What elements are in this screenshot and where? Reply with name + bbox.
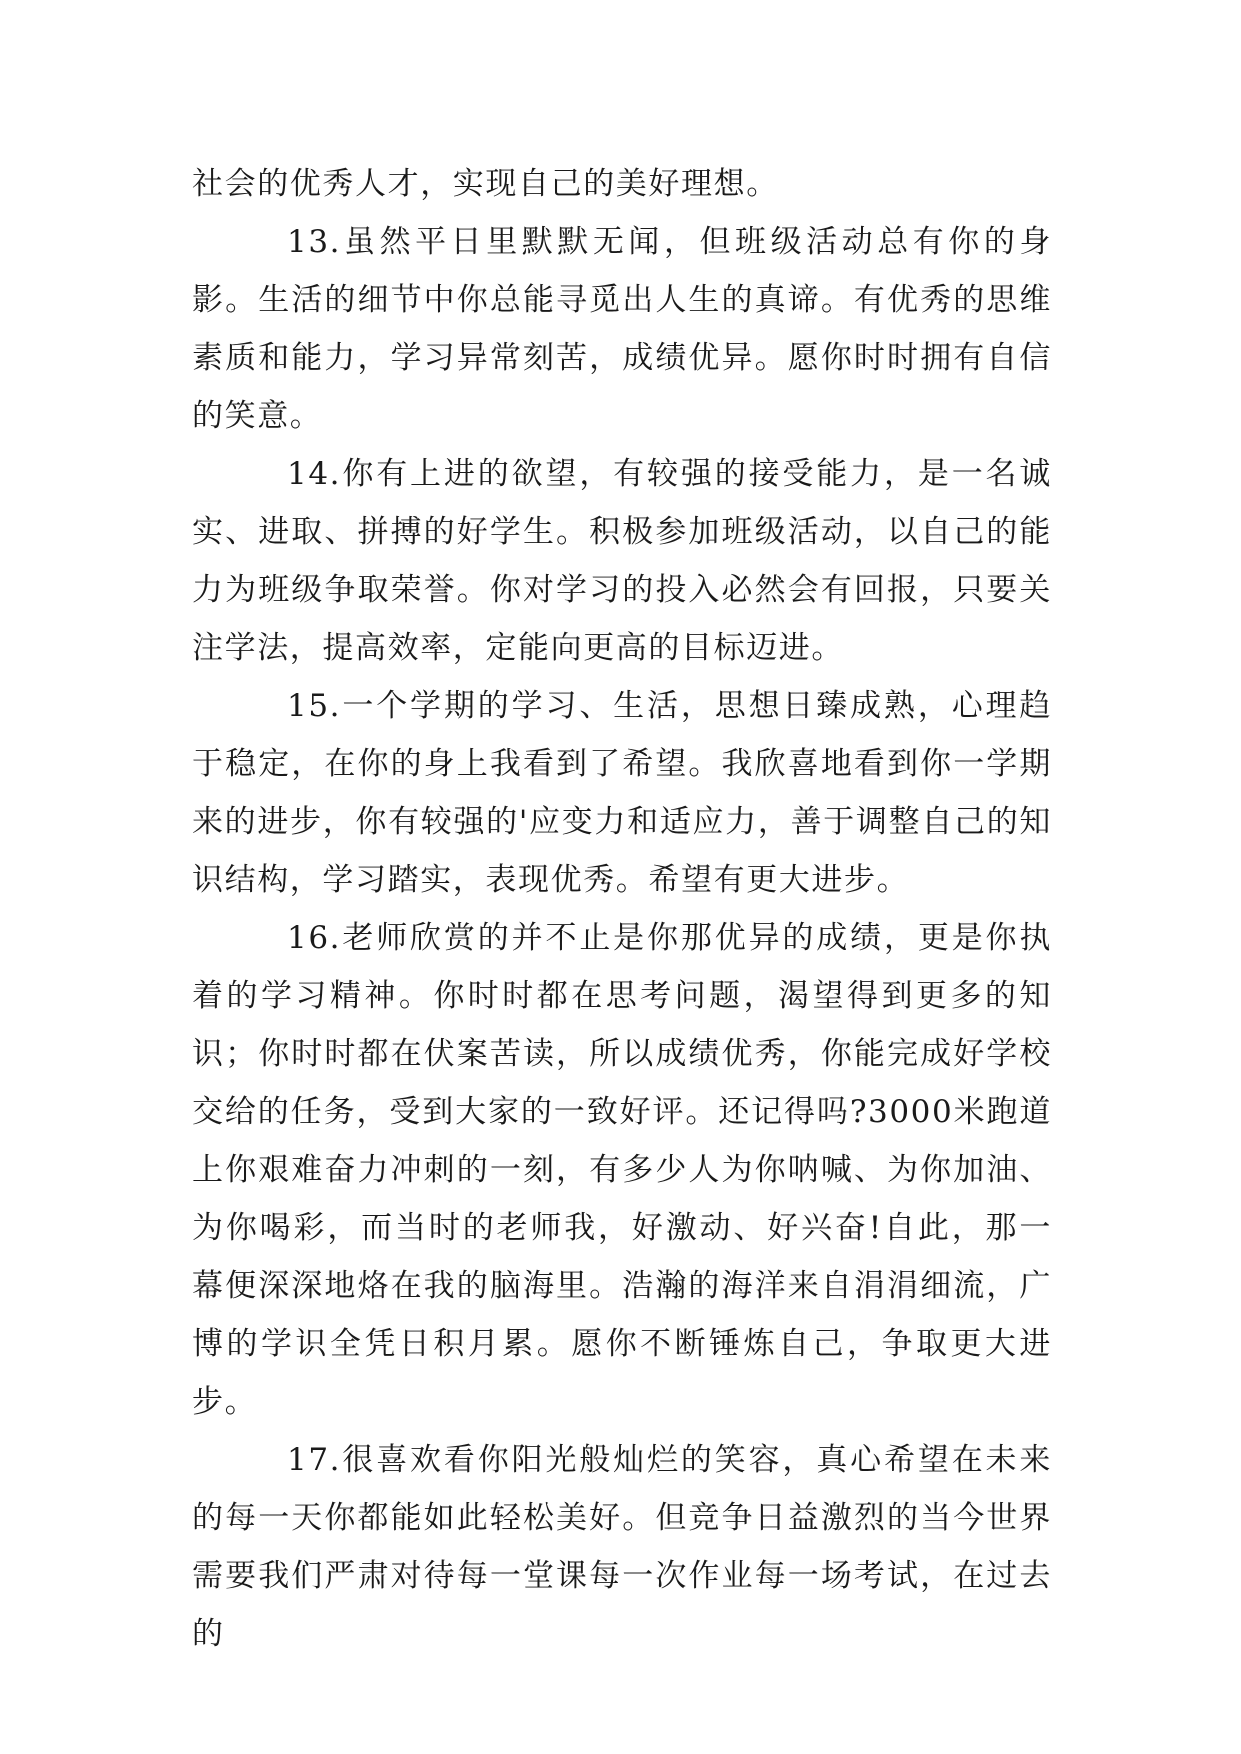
paragraph-13: 13.虽然平日里默默无闻，但班级活动总有你的身影。生活的细节中你总能寻觅出人生的真谛。有优秀的思维素质和能力，学习异常刻苦，成绩优异。愿你时时拥有自信的笑意。 xyxy=(192,224,1052,434)
document-body xyxy=(192,155,1052,1663)
paragraph-12-tail: 社会的优秀人才，实现自己的美好理想。 xyxy=(192,166,779,202)
paragraph-14: 14.你有上进的欲望，有较强的接受能力，是一名诚实、进取、拼搏的好学生。积极参加班级活动，以自己的能力为班级争取荣誉。你对学习的投入必然会有回报，只要关注学法，提高效率，定能向更高的目标迈进。 xyxy=(192,456,1052,666)
paragraph-16: 16.老师欣赏的并不止是你那优异的成绩，更是你执着的学习精神。你时时都在思考问题，渴望得到更多的知识；你时时都在伏案苦读，所以成绩优秀，你能完成好学校交给的任务，受到大家的一致好评。还记得吗?3000米跑道上你艰难奋力冲刺的一刻，有多少人为你呐喊、为你加油、为你喝彩，而当时的老师我，好激动、好兴奋!自此，那一幕便深深地烙在我的脑海里。浩瀚的海洋来自涓涓细流，广博的学识全凭日积月累。愿你不断锤炼自己，争取更大进步。 xyxy=(192,920,1052,1420)
paragraph-17: 17.很喜欢看你阳光般灿烂的笑容，真心希望在未来的每一天你都能如此轻松美好。但竞争日益激烈的当今世界需要我们严肃对待每一堂课每一次作业每一场考试，在过去的 xyxy=(192,1442,1052,1652)
paragraph-15: 15.一个学期的学习、生活，思想日臻成熟，心理趋于稳定，在你的身上我看到了希望。我欣喜地看到你一学期来的进步，你有较强的'应变力和适应力，善于调整自己的知识结构，学习踏实，表现优秀。希望有更大进步。 xyxy=(192,688,1052,898)
